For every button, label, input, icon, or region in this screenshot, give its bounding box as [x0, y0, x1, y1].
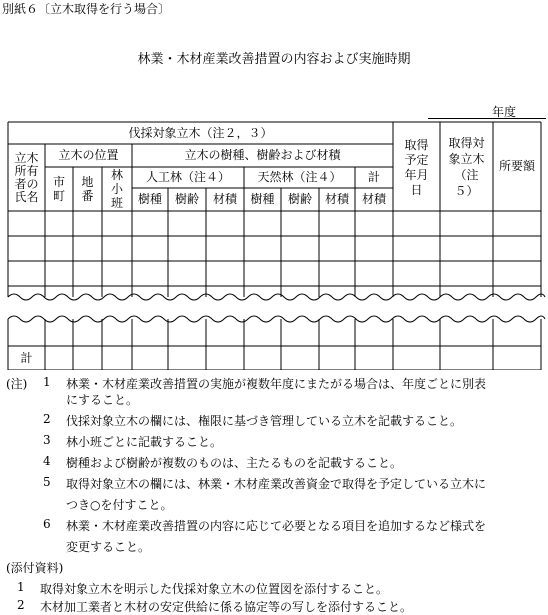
note-4-num: 4 — [43, 454, 51, 468]
city-text: 市町 — [52, 175, 65, 203]
acq-plan-header — [393, 130, 440, 206]
note-1-num: 1 — [43, 375, 51, 389]
artificial-header: 人工林（注４） — [145, 170, 230, 184]
artificial-age: 樹齢 — [174, 192, 199, 206]
forest-header — [102, 167, 132, 211]
note-2-num: 2 — [43, 412, 51, 426]
note-2-line1: 伐採対象立木の欄には、権限に基づき管理している立木を記載すること。 — [66, 414, 463, 428]
owner-name-text: 立木所有者の氏名 — [14, 150, 39, 204]
page-title: 林業・木材産業改善措置の内容および実施時期 — [137, 52, 411, 67]
natural-header: 天然林（注４） — [257, 170, 342, 184]
note-6-line2: 変更すること。 — [66, 540, 151, 554]
city-header — [45, 167, 73, 211]
group-header: 伐採対象立木（注２，３） — [128, 125, 273, 140]
total-row-label: 計 — [20, 350, 33, 365]
attachment-2-text: 木材加工業者と木材の安定供給に係る協定等の写しを添付すること。 — [40, 600, 413, 614]
forest-text: 林小班 — [110, 168, 123, 210]
notes-lead: (注) — [6, 377, 28, 391]
note-3-line1: 林小班ごとに記載すること。 — [66, 435, 223, 449]
artificial-species: 樹種 — [137, 192, 162, 206]
natural-species: 樹種 — [250, 192, 275, 206]
natural-volume: 材積 — [324, 192, 349, 206]
attachment-label: 別紙６〔立木取得を行う場合〕 — [2, 2, 171, 16]
total-col-header: 計 — [367, 170, 380, 184]
attachment-1-text: 取得対象立木を明示した伐採対象立木の位置図を添付すること。 — [40, 582, 389, 596]
cost-header: 所要額 — [498, 159, 535, 173]
target-text: 取得対象立木（注５） — [448, 135, 485, 198]
natural-age: 樹齢 — [287, 192, 312, 206]
owner-name-header — [8, 144, 45, 211]
note-3-num: 3 — [43, 433, 51, 447]
total-volume: 材積 — [361, 192, 386, 206]
target-header — [440, 122, 493, 211]
attachment-1-num: 1 — [17, 580, 25, 594]
note-4-line1: 樹種および樹齢が複数のものは、主たるものを記載すること。 — [66, 456, 403, 470]
location-header: 立木の位置 — [58, 148, 119, 162]
attachment-2-num: 2 — [17, 598, 25, 612]
species-group-header: 立木の樹種、樹齢および材積 — [184, 148, 341, 162]
attachments-heading: (添付資料) — [6, 561, 64, 575]
note-6-line1: 林業・木材産業改善措置の内容に応じて必要となる項目を追加するなど様式を — [66, 519, 487, 533]
note-5-line2: つき○を付すこと。 — [66, 498, 173, 512]
acq-plan-text: 取得予定年月日 — [404, 138, 429, 197]
note-5-num: 5 — [43, 475, 51, 489]
artificial-volume: 材積 — [212, 192, 237, 206]
lot-header — [73, 167, 102, 211]
lot-text: 地番 — [81, 175, 94, 203]
year-label: 年度 — [492, 105, 517, 119]
note-1-line2: にすること。 — [66, 393, 139, 407]
note-6-num: 6 — [43, 517, 51, 531]
note-1-line1: 林業・木材産業改善措置の実施が複数年度にまたがる場合は、年度ごとに別表 — [66, 377, 487, 391]
note-5-line1: 取得対象立木の欄には、林業・木材産業改善資金で取得を予定している立木に — [66, 477, 487, 491]
